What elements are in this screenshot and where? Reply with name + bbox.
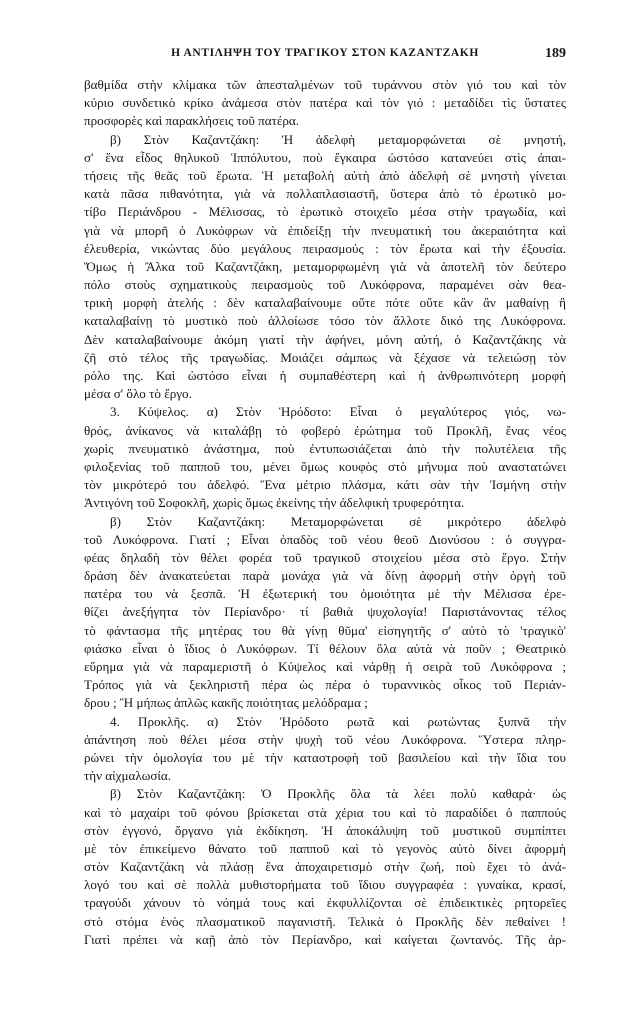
text-line: β) Στὸν Καζαντζάκη: Μεταμορφώνεται σὲ μικρότερο ἀδελφὸ [110, 513, 566, 529]
running-head [84, 47, 566, 67]
text-line: θίζει ἀνεξήγητα τὸν Περίανδρο· τί βαθιὰ ψυχολογία! Παριστάνοντας τέλος [84, 604, 566, 620]
text-line: μὲ τὸν ἐπικείμενο θάνατο τοῦ παπποῦ καὶ τὸ γεγονὸς αὐτὸ δίνει ἀφορμὴ [84, 840, 566, 856]
text-line: τὸ φάντασμα τῆς μητέρας του θὰ γίνῃ θῦμα' εἰσηγητῆς σ' αὐτὸ τὸ 'τραγικὸ' [84, 622, 566, 638]
text-line: στὸν Καζαντζάκη νὰ πλάσῃ ἕνα ἀποχαιρετισμὸ στὴν ζωή, ποὺ ἔχει τὸ ἀνά- [84, 859, 566, 875]
text-line: Ὅμως ἡ Ἄλκα τοῦ Καζαντζάκη, μεταμορφωμένη γιὰ νὰ ἀποτελῆ τὸν δεύτερο [84, 258, 566, 274]
text-line: τρικὴ μορφὴ ἀτελής : δὲν καταλαβαίνουμε οὔτε πότε οὔτε κἂν ἂν μαθαίνῃ ἢ [84, 295, 566, 311]
text-line: γιὰ νὰ μπορῆ ὁ Λυκόφρων νὰ ἐπιδείξῃ τὴν πνευματική του ἀκεραιότητα καὶ [84, 222, 566, 238]
text-line: σ' ἕνα εἶδος θηλυκοῦ Ἱππόλυτου, ποὺ ἔγκαιρα ὡστόσο κατανεύει στὶς ἀπαι- [84, 149, 566, 165]
text-line: τὸν μικρότερό του ἀδελφό. Ἕνα μέτριο πλάσμα, κάτι σὰν τὴν Ἰσμήνη στὴν [84, 477, 566, 493]
text-line: καὶ τὸ μαχαίρι τοῦ φόνου βρίσκεται στὰ χέρια του καὶ τὸ παραδίδει ὁ παππούς [84, 804, 566, 820]
text-line: ἀπάντηση ποὺ θέλει μέσα στὴν ψυχὴ τοῦ νέου Λυκόφρονα. Ὕστερα πληρ- [84, 731, 566, 747]
text-line: πόλο στοὺς σχηματικοὺς πειρασμοὺς τοῦ Λυκόφρονα, παραμένει σὰν θεα- [84, 277, 566, 293]
text-line: δράση δὲν ἀνακατεύεται παρὰ μονάχα γιὰ νὰ δίνῃ ἀφορμὴ στὴν ὀργὴ τοῦ [84, 568, 566, 584]
text-line: κύριο συνδετικὸ κρίκο ἀνάμεσα στὸν πατέρα καὶ τὸν γιό : μεταδίδει τὶς ὕστατες [84, 95, 566, 111]
text-line: μέσα σ' ὅλο τὸ ἔργο. [84, 386, 192, 402]
text-line: λογό του καὶ σὲ πολλὰ μυθιστορήματα τοῦ ἴδιου συγγραφέα : γυναίκα, κρασί, [84, 877, 566, 893]
text-line: ζῆ στὸ τέλος τῆς τραγωδίας. Μοιάζει σάμπως νὰ ξέχασε νὰ τελειώσῃ τὸν [84, 349, 566, 365]
text-line: τίβο Περιάνδρου - Μέλισσας, τὸ ἐρωτικὸ στοιχεῖο μέσα στὴν τραγωδία, καὶ [84, 204, 566, 220]
text-line: φιλοξενίας τοῦ παπποῦ του, μένει ὅμως κουφὸς στὸ μήνυμα ποὺ αναστατώνει [84, 458, 566, 474]
page-number: 189 [545, 46, 566, 61]
text-line: Ἀντιγόνη τοῦ Σοφοκλῆ, χωρὶς ὅμως ἐκείνης τὴν ἀδελφικὴ τρυφερότητα. [84, 495, 465, 511]
text-line: φιάσκο εἶναι ὁ ἴδιος ὁ Λυκόφρων. Τί θέλουν ὅλα αὐτὰ νὰ ποῦν ; Θεατρικὸ [84, 640, 566, 656]
text-line: προσφορὲς καὶ παρακλήσεις τοῦ πατέρα. [84, 113, 300, 129]
text-line: κατὰ πᾶσα πιθανότητα, γιὰ νὰ πολλαπλασιαστῆ, ὕστερα ἀπὸ τὸ ἐρωτικὸ μο- [84, 186, 566, 202]
text-line: φέας δηλαδὴ τὸν θέλει φορέα τοῦ τραγικοῦ στοιχείου μέσα στὸ ἔργο. Στὴν [84, 549, 566, 565]
text-line: βαθμίδα στὴν κλίμακα τῶν ἀπεσταλμένων τοῦ τυράννου στὸν γιό του καὶ τὸν [84, 77, 566, 92]
text-line: τὴν αἰχμαλωσία. [84, 768, 172, 784]
text-line: Τρόπος γιὰ νὰ ξεκληριστῆ πέρα ὡς πέρα ὁ τυραννικὸς οἶκος τοῦ Περιάν- [84, 677, 566, 693]
text-line: στὸν ἐγγονό, ὄργανο γιὰ ἐκδίκηση. Ἡ ἀποκάλυψη τοῦ μυστικοῦ συμπίπτει [84, 822, 566, 838]
text-line: Γιατὶ πρέπει νὰ καῇ ἀπὸ τὸν Περίανδρο, καὶ καίγεται ζωντανός. Τῆς ἀρ- [84, 931, 566, 947]
text-line: Δὲν καταλαβαίνουμε ἀκόμη γιατί τὴν ἀφήνει, μόνη αὐτή, ὁ Καζαντζάκης νὰ [84, 331, 566, 347]
text-line: β) Στὸν Καζαντζάκη: Ὁ Προκλῆς ὅλα τὰ λέει πολὺ καθαρά· ὡς [110, 786, 566, 802]
text-line: καταλαβαίνῃ τὸ μυστικὸ ποὺ ἀλλοίωσε τόσο τὸν ἄλλοτε δικό της Λυκόφρονα. [84, 313, 566, 329]
text-line: β) Στὸν Καζαντζάκη: Ἡ ἀδελφὴ μεταμορφώνεται σὲ μνηστή, [110, 131, 566, 147]
text-line: πατέρα του νὰ ξεσπᾶ. Ἡ ἐξωτερική του ὁμοιότητα μὲ τὴν Μέλισσα ἐρε- [84, 586, 566, 602]
body-text [84, 76, 566, 949]
text-line: 3. Κύψελος. α) Στὸν Ἡρόδοτο: Εἶναι ὁ μεγαλύτερος γιός, νω- [110, 404, 566, 420]
text-line: εὕρημα γιὰ νὰ παραμεριστῆ ὁ Κύψελος καὶ νάρθῃ ἡ σειρὰ τοῦ Λυκόφρονα ; [84, 659, 566, 674]
running-title: Η ΑΝΤΙΛΗΨΗ ΤΟΥ ΤΡΑΓΙΚΟΥ ΣΤΟΝ ΚΑΖΑΝΤΖΑΚΗ [171, 47, 479, 59]
text-line: τήσεις τῆς θεᾶς τοῦ ἔρωτα. Ἡ μεταβολὴ αὐτὴ ἀπὸ ἀδελφὴ σὲ μνηστὴ γίνεται [84, 167, 566, 183]
text-line: θρός, ἀνίκανος νὰ κιταλάβῃ τὸ φοβερὸ ἐρώτημα τοῦ Προκλῆ, ἕνας νέος [84, 422, 566, 438]
text-line: τοῦ Λυκόφρονα. Γιατί ; Εἶναι ὀπαδὸς τοῦ νέου θεοῦ Διονύσου : ὁ συγγρα- [84, 531, 566, 547]
text-line: χωρὶς πνευματικὸ ἀνάστημα, ποὺ ἐντυπωσιάζεται ἀπὸ τὴν πολυτέλεια τῆς [84, 440, 566, 456]
text-line: ρώνει τὴν ὁμολογία του μὲ τὴν καταστροφὴ τοῦ βασιλείου καὶ τὴν ἴδια του [84, 749, 566, 765]
text-line: στὸ στόμα ἑνὸς πλασματικοῦ παγανιστῆ. Τελικὰ ὁ Προκλῆς δὲν πεθαίνει ! [84, 913, 566, 929]
text-line: ρόλο της. Καὶ ὡστόσο εἶναι ἡ συμπαθέστερη καὶ ἡ ἀνθρωπινότερη μορφὴ [84, 368, 566, 383]
text-line: τραγούδι χάνουν τὸ νόημά τους καὶ ἐκφυλλίζονται σὲ ἐπιδεικτικὲς ρητορεῖες [84, 895, 566, 911]
text-line: 4. Προκλῆς. α) Στὸν Ἡρόδοτο ρωτᾶ καὶ ρωτώντας ξυπνᾶ τὴν [110, 713, 566, 729]
text-line: ἐλευθερία, νικώντας δύο μεγάλους πειρασμούς : τὸν ἔρωτα καὶ τὴν ἐξουσία. [84, 240, 566, 256]
text-line: δρου ; Ἢ μήπως ἁπλῶς κακῆς ποιότητας μελόδραμα ; [84, 695, 368, 711]
